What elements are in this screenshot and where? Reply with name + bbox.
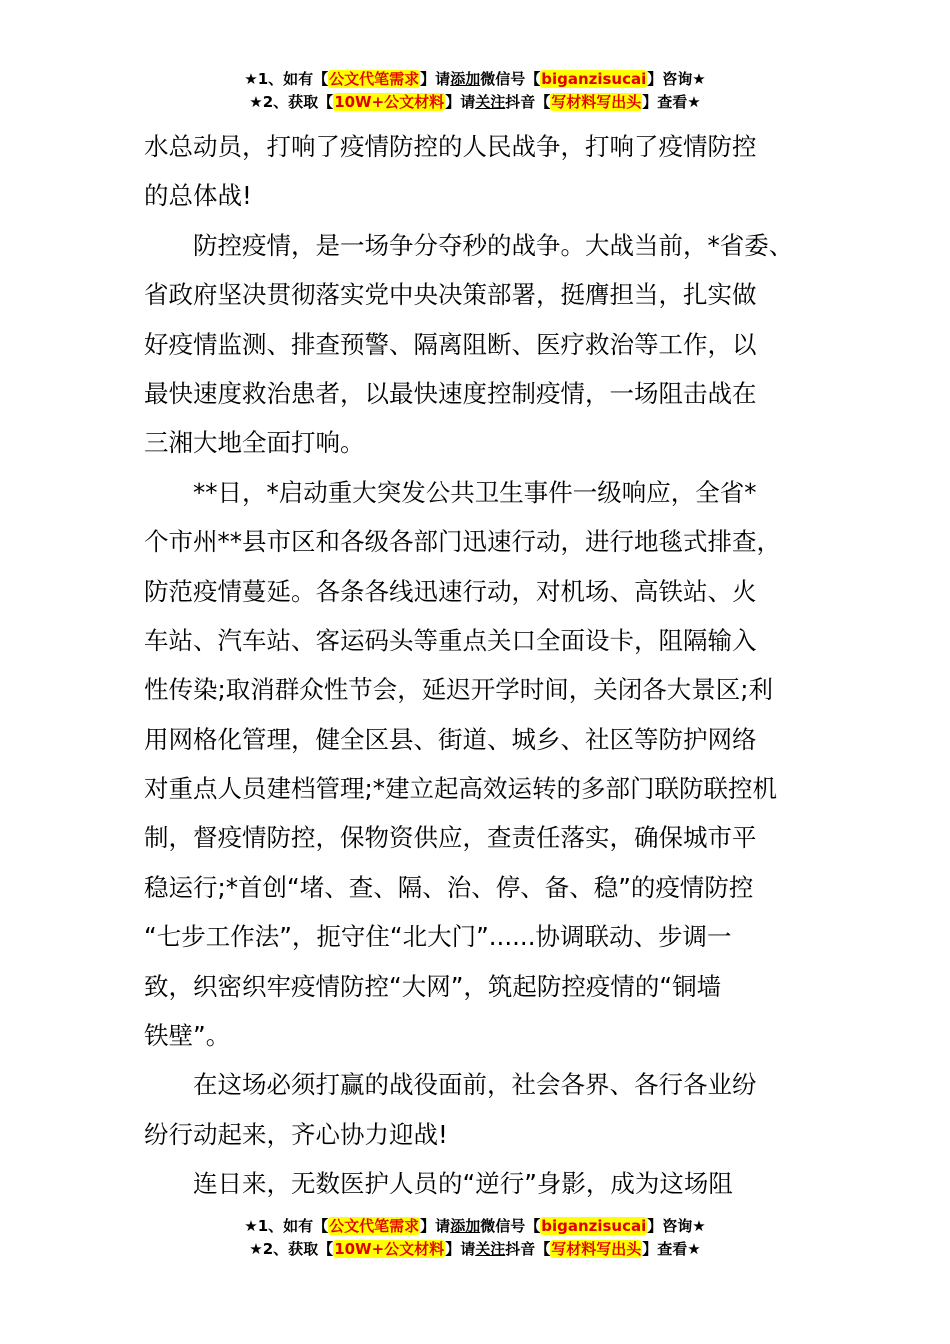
body-line: 的总体战! xyxy=(144,181,252,211)
body-line: 制，督疫情防控，保物资供应，查责任落实，确保城市平 xyxy=(144,823,757,853)
douyin-id-badge: 写材料写出头 xyxy=(551,1240,642,1258)
notice-text: 抖音【 xyxy=(505,1240,551,1258)
notice-text: 】咨询★ xyxy=(647,70,706,88)
notice-text: 】请 xyxy=(445,1240,476,1258)
body-line: 稳运行;*首创“堵、查、隔、治、停、备、稳”的疫情防控 xyxy=(144,872,754,902)
body-line: 水总动员，打响了疫情防控的人民战争，打响了疫情防控 xyxy=(144,132,757,161)
wechat-id-badge: biganzisucai xyxy=(541,1217,647,1235)
body-line: 三湘大地全面打响。 xyxy=(144,428,365,458)
footer-notice xyxy=(0,1215,950,1261)
body-line: “七步工作法”，扼守住“北大门”......协调联动、步调一 xyxy=(144,922,732,952)
body-line: 省政府坚决贯彻落实党中央决策部署，挺膺担当，扎实做 xyxy=(144,280,757,310)
notice-text: 】查看★ xyxy=(642,1240,701,1258)
underlined-text: 添加 xyxy=(450,1217,481,1235)
notice-text: 】咨询★ xyxy=(647,1217,706,1235)
body-line: 防控疫情，是一场争分夺秒的战争。大战当前，*省委、 xyxy=(193,230,794,260)
notice-text: ★2、获取【 xyxy=(249,1240,334,1258)
highlight-badge: 公文代笔需求 xyxy=(329,1217,420,1235)
body-line: 用网格化管理，健全区县、街道、城乡、社区等防护网络 xyxy=(144,724,757,754)
notice-text: 抖音【 xyxy=(505,93,551,111)
notice-text: 】请 xyxy=(420,1217,451,1235)
body-line: 好疫情监测、排查预警、隔离阻断、医疗救治等工作，以 xyxy=(144,329,757,359)
body-line: **日，*启动重大突发公共卫生事件一级响应，全省* xyxy=(193,477,757,507)
body-line: 连日来，无数医护人员的“逆行”身影，成为这场阻 xyxy=(193,1169,733,1199)
body-line: 对重点人员建档管理;*建立起高效运转的多部门联防联控机 xyxy=(144,774,778,804)
underlined-text: 添加 xyxy=(450,70,481,88)
body-line: 铁壁”。 xyxy=(144,1021,231,1051)
body-line: 个市州**县市区和各级各部门迅速行动，进行地毯式排查， xyxy=(144,527,781,557)
body-line: 在这场必须打赢的战役面前，社会各界、各行各业纷 xyxy=(193,1070,757,1100)
notice-line-2 xyxy=(0,91,950,114)
notice-text: 】查看★ xyxy=(642,93,701,111)
wechat-id-badge: biganzisucai xyxy=(541,70,647,88)
notice-text: ★2、获取【 xyxy=(249,93,334,111)
header-notice xyxy=(0,68,950,114)
underlined-text: 关注 xyxy=(475,93,506,111)
notice-text: ★1、如有【 xyxy=(244,1217,329,1235)
highlight-badge: 10W+公文材料 xyxy=(334,1240,445,1258)
notice-text: 微信号【 xyxy=(480,1217,541,1235)
notice-line-2 xyxy=(0,1238,950,1261)
notice-line-1 xyxy=(0,68,950,91)
notice-text: 微信号【 xyxy=(480,70,541,88)
notice-line-1 xyxy=(0,1215,950,1238)
underlined-text: 关注 xyxy=(475,1240,506,1258)
notice-text: 】请 xyxy=(445,93,476,111)
body-line: 性传染;取消群众性节会，延迟开学时间，关闭各大景区;利 xyxy=(144,675,774,705)
douyin-id-badge: 写材料写出头 xyxy=(551,93,642,111)
document-body xyxy=(144,122,816,1209)
highlight-badge: 公文代笔需求 xyxy=(329,70,420,88)
body-line: 车站、汽车站、客运码头等重点关口全面设卡，阻隔输入 xyxy=(144,625,757,655)
notice-text: ★1、如有【 xyxy=(244,70,329,88)
notice-text: 】请 xyxy=(420,70,451,88)
body-line: 最快速度救治患者，以最快速度控制疫情，一场阻击战在 xyxy=(144,378,757,408)
body-line: 致，织密织牢疫情防控“大网”，筑起防控疫情的“铜墙 xyxy=(144,971,722,1001)
body-line: 纷行动起来，齐心协力迎战! xyxy=(144,1119,448,1149)
body-line: 防范疫情蔓延。各条各线迅速行动，对机场、高铁站、火 xyxy=(144,576,757,606)
highlight-badge: 10W+公文材料 xyxy=(334,93,445,111)
